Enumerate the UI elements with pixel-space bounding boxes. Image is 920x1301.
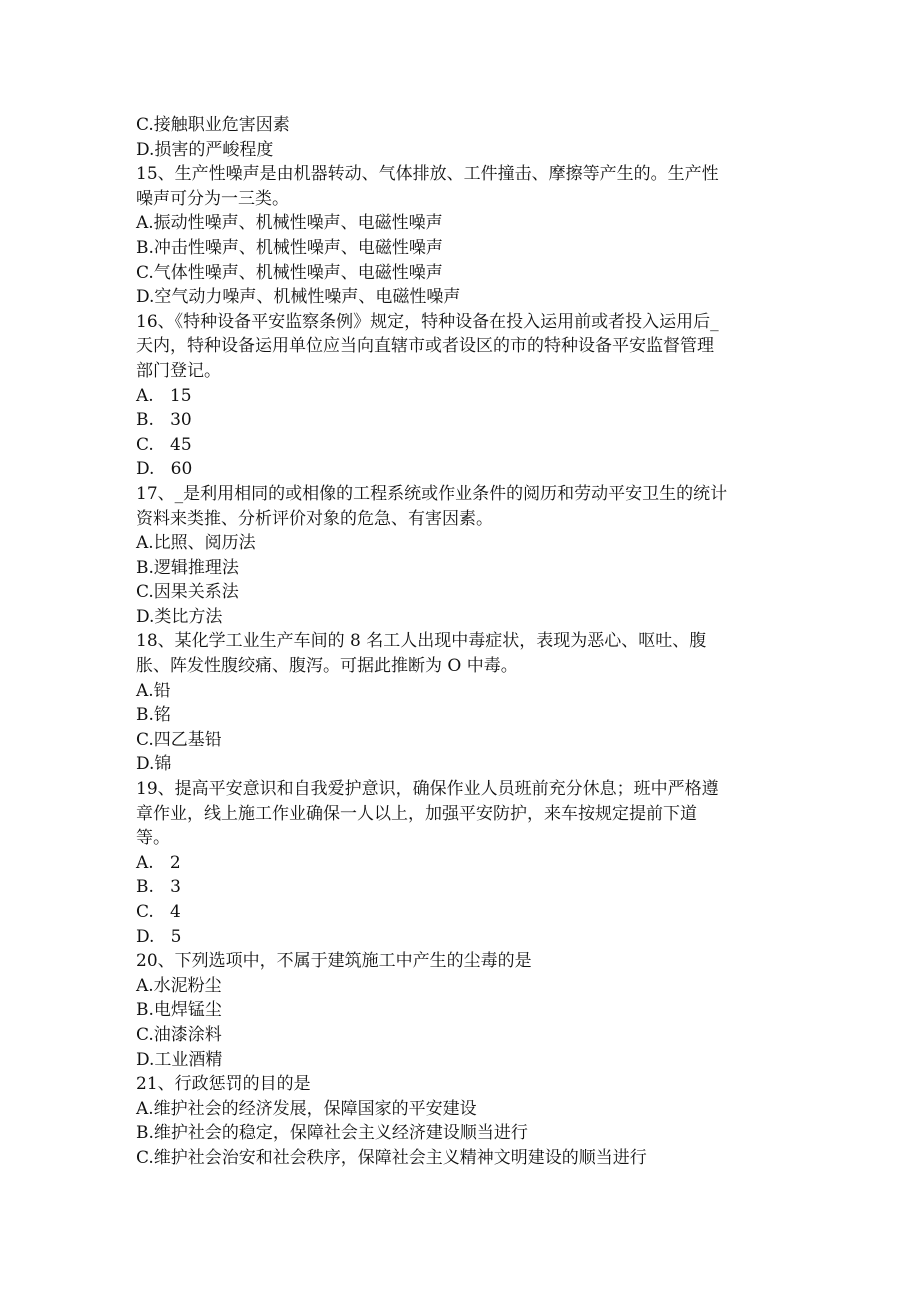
question-15 xyxy=(136,162,796,310)
option-d: D. 60 xyxy=(136,459,193,480)
option-b: B.逻辑推理法 xyxy=(136,557,239,578)
option-a: A.铅 xyxy=(136,680,171,701)
option-c: C.油漆涂料 xyxy=(136,1024,222,1045)
option-b: B.铭 xyxy=(136,705,171,726)
question-text: 15、生产性噪声是由机器转动、气体排放、工件撞击、摩擦等产生的。生产性 xyxy=(136,164,719,185)
question-text: 19、提高平安意识和自我爱护意识，确保作业人员班前充分休息；班中严格遵 xyxy=(136,779,719,800)
question-20 xyxy=(136,949,796,1072)
option-d: D.类比方法 xyxy=(136,606,223,627)
question-text: 天内，特种设备运用单位应当向直辖市或者设区的市的特种设备平安监督管理 xyxy=(136,336,714,357)
question-text: 胀、阵发性腹绞痛、腹泻。可据此推断为 O 中毒。 xyxy=(136,656,518,677)
option-a: A. 15 xyxy=(136,385,192,406)
option-c: C.气体性噪声、机械性噪声、电磁性噪声 xyxy=(136,262,443,283)
option-c: C.因果关系法 xyxy=(136,582,239,603)
option-d: D.损害的严峻程度 xyxy=(136,139,274,160)
option-d: D.工业酒精 xyxy=(136,1049,223,1070)
question-text: 16、《特种设备平安监察条例》规定，特种设备在投入运用前或者投入运用后_ xyxy=(136,311,719,332)
question-21 xyxy=(136,1072,796,1170)
option-b: B.维护社会的稳定，保障社会主义经济建设顺当进行 xyxy=(136,1123,528,1144)
question-text: 资料来类推、分析评价对象的危急、有害因素。 xyxy=(136,508,493,529)
option-a: A.比照、阅历法 xyxy=(136,533,256,554)
option-d: D.锦 xyxy=(136,754,172,775)
option-b: B. 3 xyxy=(136,877,181,898)
question-text: 17、_是利用相同的或相像的工程系统或作业条件的阅历和劳动平安卫生的统计 xyxy=(136,483,728,504)
question-text: 20、下列选项中，不属于建筑施工中产生的尘毒的是 xyxy=(136,951,532,972)
option-c: C.维护社会治安和社会秩序，保障社会主义精神文明建设的顺当进行 xyxy=(136,1147,647,1168)
question-19 xyxy=(136,777,796,949)
option-c: C. 45 xyxy=(136,434,192,455)
option-b: B.冲击性噪声、机械性噪声、电磁性噪声 xyxy=(136,237,443,258)
question-text: 等。 xyxy=(136,828,170,849)
option-a: A. 2 xyxy=(136,852,181,873)
option-a: A.水泥粉尘 xyxy=(136,975,222,996)
question-text: 21、行政惩罚的目的是 xyxy=(136,1074,311,1095)
question-17 xyxy=(136,482,796,630)
question-text: 章作业，线上施工作业确保一人以上，加强平安防护，来车按规定提前下道 xyxy=(136,803,697,824)
option-d: D. 5 xyxy=(136,926,182,947)
option-a: A.维护社会的经济发展，保障国家的平安建设 xyxy=(136,1098,477,1119)
q14-tail xyxy=(136,113,796,162)
question-text: 噪声可分为一三类。 xyxy=(136,188,289,209)
option-b: B.电焊锰尘 xyxy=(136,1000,222,1021)
option-c: C.接触职业危害因素 xyxy=(136,115,290,135)
question-text: 部门登记。 xyxy=(136,360,221,381)
option-a: A.振动性噪声、机械性噪声、电磁性噪声 xyxy=(136,213,443,234)
question-18 xyxy=(136,629,796,777)
option-d: D.空气动力噪声、机械性噪声、电磁性噪声 xyxy=(136,287,461,308)
question-text: 18、某化学工业生产车间的 8 名工人出现中毒症状，表现为恶心、呕吐、腹 xyxy=(136,631,707,652)
option-c: C.四乙基铅 xyxy=(136,729,222,750)
option-b: B. 30 xyxy=(136,410,192,431)
document-page xyxy=(136,113,796,1171)
option-c: C. 4 xyxy=(136,902,181,922)
question-16 xyxy=(136,310,796,482)
